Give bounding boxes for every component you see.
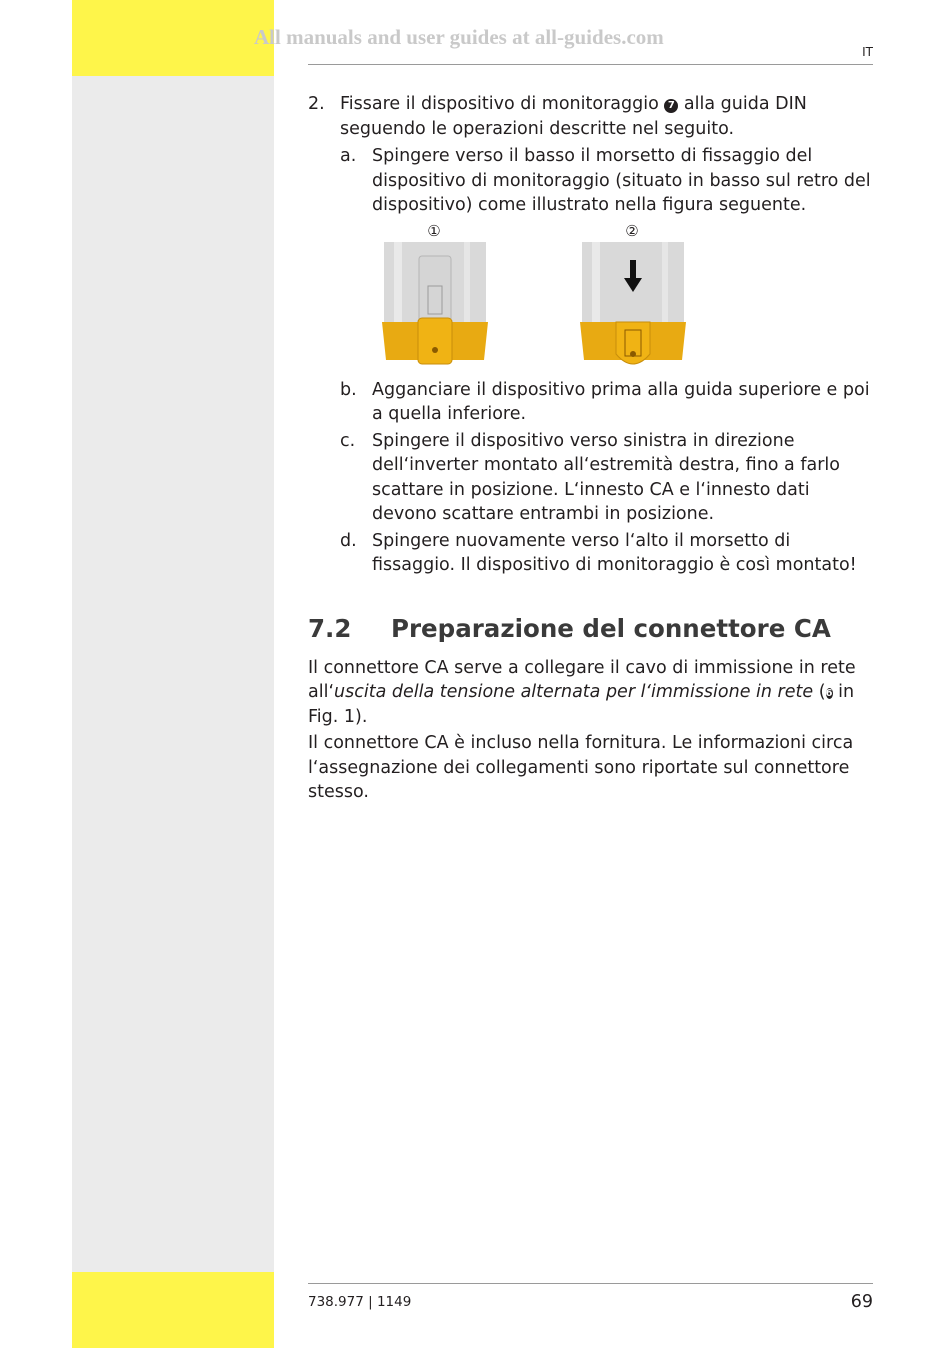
substep-text: Spingere il dispositivo verso sinistra in direzione dell‘inverter montato all‘estremità destra, fino a farlo scattare in posizione. L‘innesto CA e l‘innesto dati devono scattare entrambi in posizione. (372, 430, 840, 524)
figure-1 (374, 222, 494, 372)
substep-list (340, 144, 874, 578)
figure-label: ② (625, 221, 639, 240)
watermark: All manuals and user guides at all-guides.com (254, 25, 664, 49)
document-number: 738.977 | 1149 (308, 1294, 412, 1310)
marker-7-icon: 7 (664, 99, 678, 113)
sidebar-bottom-accent (72, 1272, 274, 1348)
step-number: 2. (308, 94, 325, 114)
section-number: 7.2 (308, 613, 352, 643)
substep-letter: b. (340, 379, 357, 400)
paragraph-italic: uscita della tensione alternata per l‘immissione in rete (334, 682, 814, 702)
substep-letter: a. (340, 146, 357, 166)
substep-letter: d. (340, 530, 357, 551)
paragraph-text: in Fig. 1). (308, 682, 855, 727)
section-title: Preparazione del connettore CA (391, 613, 831, 643)
substep-a (340, 144, 874, 218)
section-heading (308, 614, 874, 644)
substep-letter: c. (340, 430, 356, 451)
language-label: IT (862, 45, 873, 59)
section-paragraph-2: Il connettore CA è incluso nella fornitura. Le informazioni circa l‘assegnazione dei collegamenti sono riportate sul connettore stesso. (308, 733, 854, 802)
sidebar-top-accent (72, 0, 274, 76)
substep-text: Agganciare il dispositivo prima alla guida superiore e poi a quella inferiore. (372, 379, 870, 424)
main-content (308, 92, 874, 805)
figure-clip-steps (340, 222, 874, 372)
header-rule (308, 64, 873, 65)
substep-text: Spingere verso il basso il morsetto di fissaggio del dispositivo di monitoraggio (situato in basso sul retro del dispositivo) come illustrato nella figura seguente. (372, 146, 871, 215)
step-text-end: alla guida DIN seguendo le operazioni descritte nel seguito. (340, 94, 807, 139)
paragraph-text: Il connettore CA serve a collegare il cavo di immissione in rete all‘ (308, 657, 856, 702)
figure-2 (572, 222, 692, 372)
din-clip-closed-icon (374, 242, 494, 372)
figure-label: ① (427, 221, 441, 240)
marker-6-icon: 6 (825, 688, 833, 699)
step-text-start: Fissare il dispositivo di monitoraggio (340, 94, 665, 114)
step-2 (308, 92, 874, 578)
substep-c (340, 429, 874, 527)
paragraph-text: ( (813, 682, 826, 702)
substep-b (340, 378, 874, 427)
footer-rule (308, 1283, 873, 1284)
page-number: 69 (850, 1292, 873, 1312)
substep-text: Spingere nuovamente verso l‘alto il morsetto di fissaggio. Il dispositivo di monitoraggio è così montato! (372, 530, 857, 575)
din-clip-pulled-down-icon (572, 242, 692, 372)
sidebar-band (72, 0, 274, 1348)
substep-d (340, 529, 874, 578)
section-paragraph-1 (308, 656, 874, 730)
